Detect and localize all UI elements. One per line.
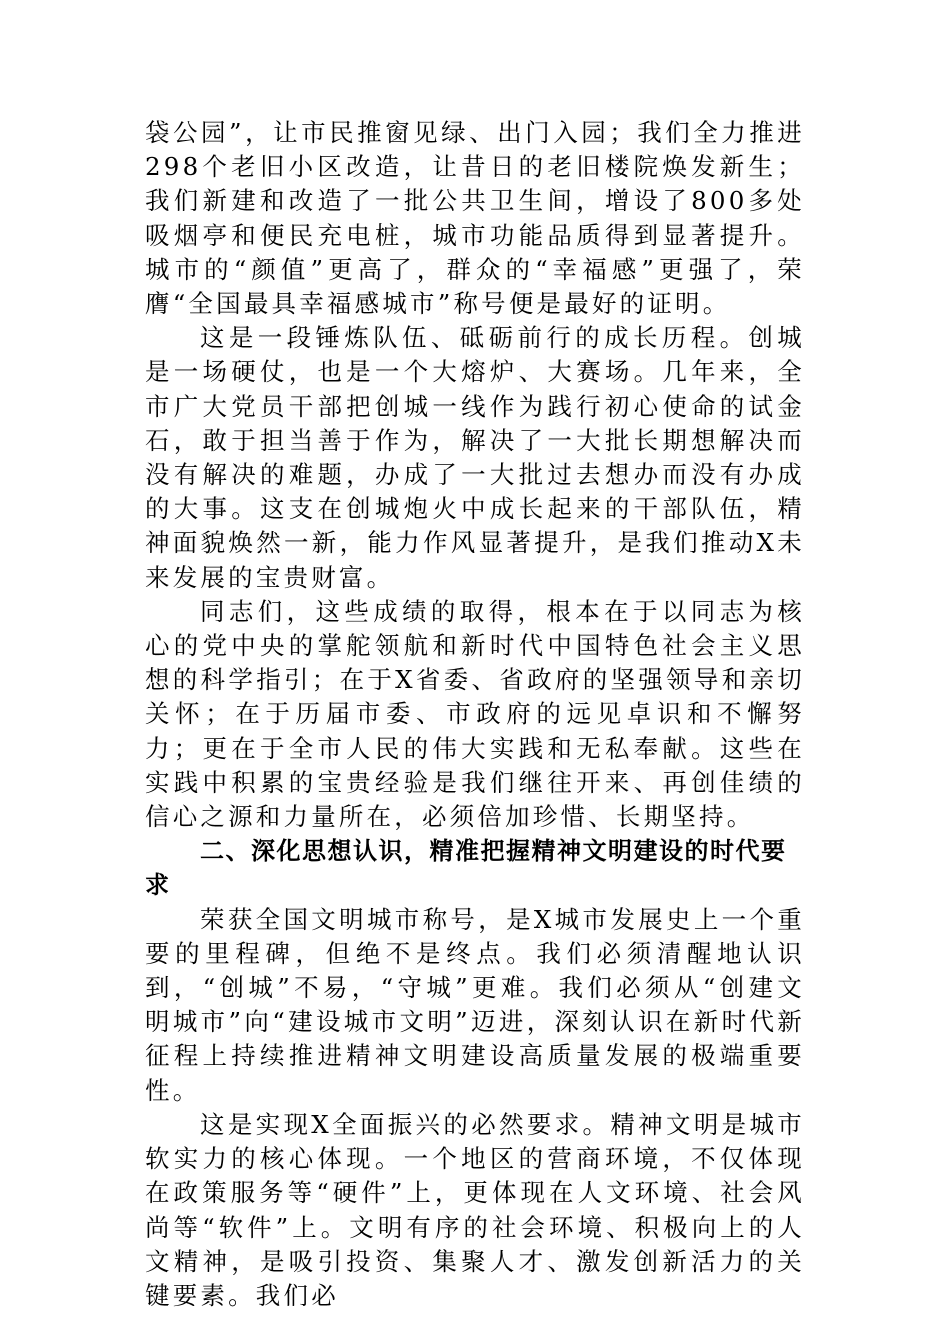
- body-paragraph: 这是实现X全面振兴的必然要求。精神文明是城市软实力的核心体现。一个地区的营商环境，不仅体现在政策服务等“硬件”上，更体现在人文环境、社会风尚等“软件”上。文明有序的社会环境、积极向上的人文精神，是吸引投资、集聚人才、激发创新活力的关键要素。我们必: [145, 1109, 805, 1310]
- document-page: [145, 116, 805, 1313]
- section-heading: 二、深化思想认识，精准把握精神文明建设的时代要求: [145, 837, 787, 900]
- body-paragraph: 袋公园”，让市民推窗见绿、出门入园；我们全力推进298个老旧小区改造，让昔日的老旧楼院焕发新生；我们新建和改造了一批公共卫生间，增设了800多处吸烟亭和便民充电桩，城市功能品质得到显著提升。城市的“颜值”更高了，群众的“幸福感”更强了，荣膺“全国最具幸福感城市”称号便是最好的证明。: [145, 118, 805, 319]
- body-paragraph: 这是一段锤炼队伍、砥砺前行的成长历程。创城是一场硬仗，也是一个大熔炉、大赛场。几年来，全市广大党员干部把创城一线作为践行初心使命的试金石，敢于担当善于作为，解决了一大批长期想解决而没有解决的难题，办成了一大批过去想办而没有办成的大事。这支在创城炮火中成长起来的干部队伍，精神面貌焕然一新，能力作风显著提升，是我们推动X未来发展的宝贵财富。: [145, 323, 805, 592]
- body-paragraph: 荣获全国文明城市称号，是X城市发展史上一个重要的里程碑，但绝不是终点。我们必须清醒地认识到，“创城”不易，“守城”更难。我们必须从“创建文明城市”向“建设城市文明”迈进，深刻认识在新时代新征程上持续推进精神文明建设高质量发展的极端重要性。: [145, 904, 805, 1105]
- body-paragraph: 同志们，这些成绩的取得，根本在于以同志为核心的党中央的掌舵领航和新时代中国特色社会主义思想的科学指引；在于X省委、省政府的坚强领导和亲切关怀；在于历届市委、市政府的远见卓识和不懈努力；更在于全市人民的伟大实践和无私奉献。这些在实践中积累的宝贵经验是我们继往开来、再创佳绩的信心之源和力量所在，必须倍加珍惜、长期坚持。: [145, 596, 805, 832]
